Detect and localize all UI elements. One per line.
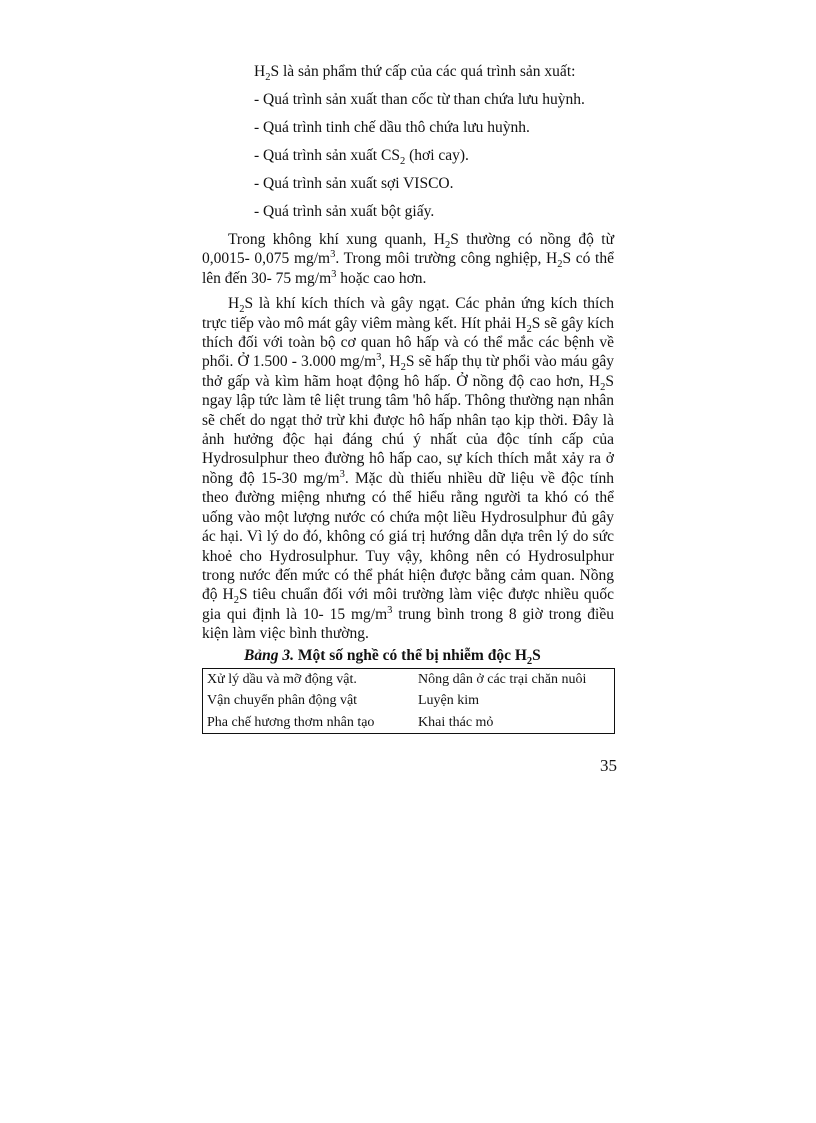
- paragraph-ambient-concentration: Trong không khí xung quanh, $H_2S$ thường có nồng độ từ 0,0015- 0,075 $mg/m^3$. Trong môi trường công nghiệp, $H_2S$ có thể lên đến 30- 75 $mg/m^3$ hoặc cao hơn.: [202, 231, 614, 287]
- table-cell: Luyện kim: [418, 693, 480, 709]
- page-content: [202, 58, 614, 734]
- table-row: [203, 668, 615, 690]
- bullet-item: - Quá trình sản xuất sợi VISCO.: [254, 175, 454, 192]
- table-cell: Vận chuyển phân động vật: [207, 693, 358, 709]
- table-cell: Xử lý dầu và mỡ động vật.: [207, 671, 357, 687]
- table-row: [203, 712, 615, 734]
- bullet-item: - Quá trình tinh chế dầu thô chứa lưu huỳnh.: [254, 119, 530, 136]
- bullet-item: - Quá trình sản xuất $CS_2$ (hơi cay).: [254, 147, 469, 168]
- page-number: 35: [600, 756, 617, 775]
- intro-line: $H_2S$ là sản phẩm thứ cấp của các quá trình sản xuất:: [254, 63, 576, 84]
- bullet-item: - Quá trình sản xuất than cốc từ than chứa lưu huỳnh.: [254, 91, 585, 108]
- table-cell: Pha chế hương thơm nhân tạo: [207, 714, 375, 730]
- occupations-table: [202, 668, 615, 735]
- table-cell: Khai thác mỏ: [418, 714, 494, 730]
- paragraph-toxicity: $H_2S$ là khí kích thích và gây ngạt. Các phản ứng kích thích trực tiếp vào mô mát gây viêm màng kết. Hít phải $H_2S$ sẽ gây kích thích đối với toàn bộ cơ quan hô hấp và có thể mắc các bệnh về phổi. Ở 1.500 - 3.000 $mg/m^3$, $H_2S$ sẽ hấp thụ từ phổi vào máu gây thở gấp và kìm hãm hoạt động hô hấp. Ở nồng độ cao hơn, $H_2S$ ngay lập tức làm tê liệt trung tâm 'hô hấp. Thông thường nạn nhân sẽ chết do ngạt thở trừ khi được hô hấp nhân tạo kịp thời. Đây là ảnh hưởng độc hại đáng chú ý nhất của độc tính cấp của Hydrosulphur theo đường hô hấp cao, sự kích thích mắt xảy ra ở nồng độ 15-30 $mg/m^3$. Mặc dù thiếu nhiều dữ liệu về độc tính theo đường miệng nhưng có thể hiểu rằng người ta khó có thể uống vào một lượng nước có chứa một liều Hydrosulphur đủ gây ác hại. Vì lý do đó, không có giá trị hướng dẫn dựa trên lý do sức khoẻ cho Hydrosulphur. Tuy vậy, không nên có Hydrosulphur trong nước đến mức có thể phát hiện được bằng cảm quan. Nồng độ $H_2S$ tiêu chuẩn đối với môi trường làm việc được nhiều quốc gia qui định là 10- 15 $mg/m^3$ trung bình trong 8 giờ trong điều kiện làm việc bình thường.: [202, 295, 614, 643]
- table-cell: Nông dân ở các trại chăn nuôi: [418, 671, 587, 687]
- bullet-item: - Quá trình sản xuất bột giấy.: [254, 203, 435, 220]
- table-caption: Bảng 3. Một số nghề có thể bị nhiễm độc $H_2S$: [244, 646, 541, 667]
- table-row: [203, 690, 615, 712]
